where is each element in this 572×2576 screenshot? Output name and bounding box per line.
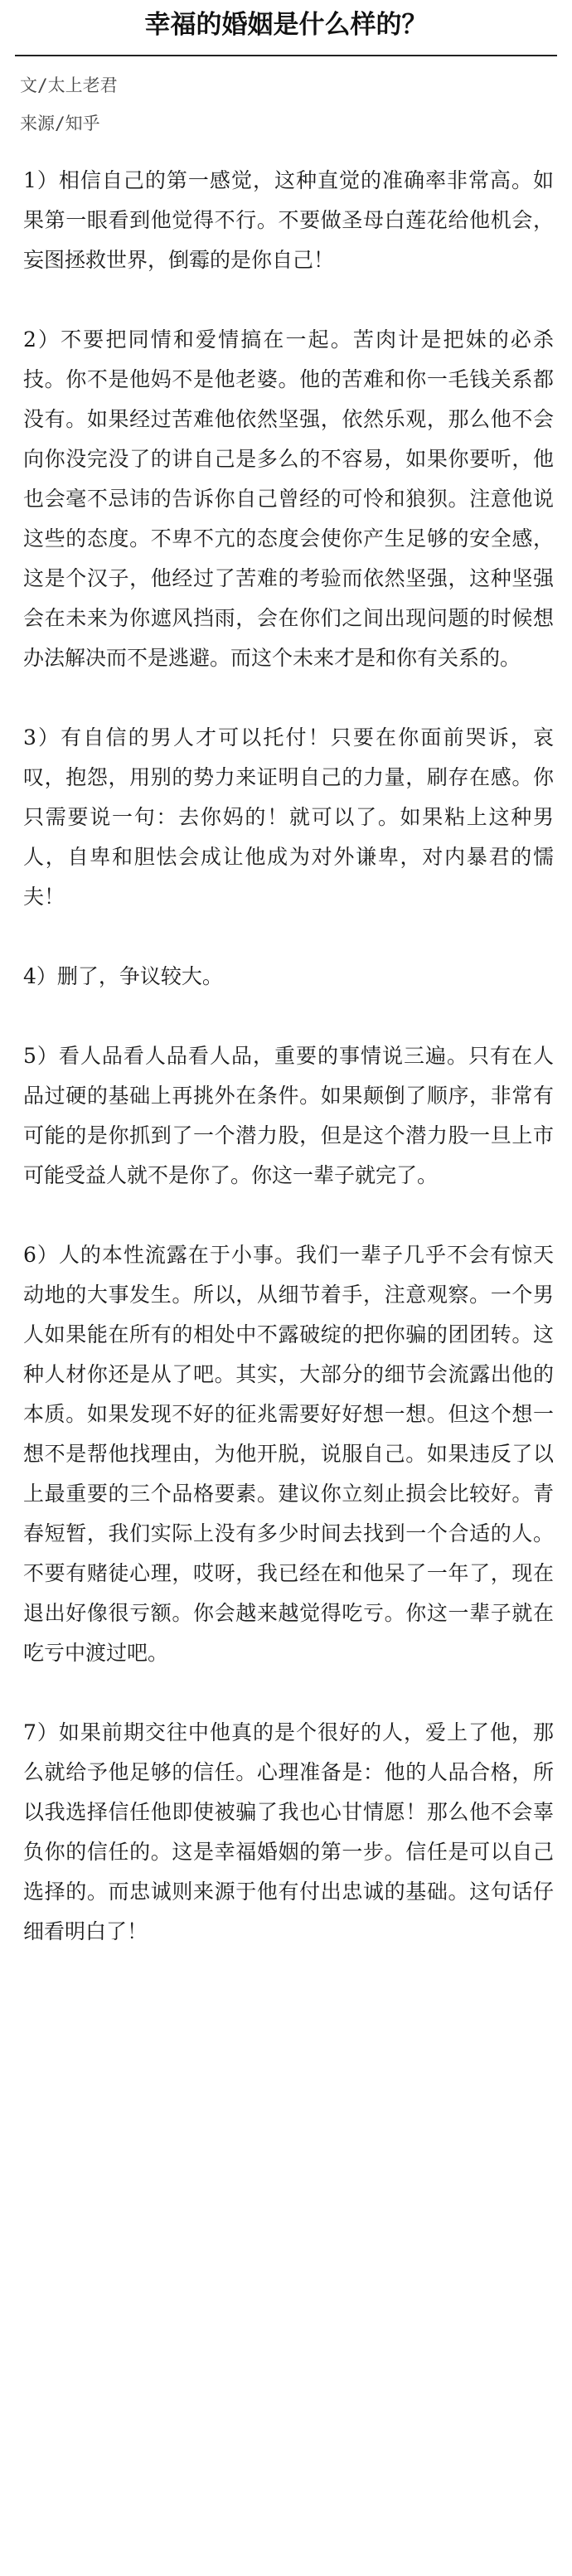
source-line: 来源/知乎 [20,114,100,133]
paragraph-6: 6）人的本性流露在于小事。我们一辈子几乎不会有惊天动地的大事发生。所以，从细节着手，注意观察。一个男人如果能在所有的相处中不露破绽的把你骗的团团转。这种人材你还是从了吧。其实，大部分的细节会流露出他的本质。如果发现不好的征兆需要好好想一想。但这个想一想不是帮他找理由，为他开脱，说服自己。如果违反了以上最重要的三个品格要素。建议你立刻止损会比较好。青春短暂，我们实际上没有多少时间去找到一个合适的人。不要有赌徒心理，哎呀，我已经在和他呆了一年了，现在退出好像很亏额。你会越来越觉得吃亏。你这一辈子就在吃亏中渡过吧。 [23,1243,554,1665]
paragraph-1: 1）相信自己的第一感觉，这种直觉的准确率非常高。如果第一眼看到他觉得不行。不要做圣母白莲花给他机会，妄图拯救世界，倒霉的是你自己！ [23,168,554,272]
paragraph-3: 3）有自信的男人才可以托付！只要在你面前哭诉，哀叹，抱怨，用别的势力来证明自己的力量，刷存在感。你只需要说一句：去你妈的！就可以了。如果粘上这种男人，自卑和胆怯会成让他成为对外谦卑，对内暴君的懦夫！ [23,725,554,909]
article-title: 幸福的婚姻是什么样的？ [144,10,428,40]
article-meta [0,56,572,143]
paragraph-5: 5）看人品看人品看人品，重要的事情说三遍。只有在人品过硬的基础上再挑外在条件。如果颠倒了顺序，非常有可能的是你抓到了一个潜力股，但是这个潜力股一旦上市可能受益人就不是你了。你这一辈子就完了。 [23,1044,554,1187]
article-body [0,143,572,1952]
paragraph-4: 4）删了，争议较大。 [23,964,223,988]
paragraph-7: 7）如果前期交往中他真的是个很好的人，爱上了他，那么就给予他足够的信任。心理准备是：他的人品合格，所以我选择信任他即使被骗了我也心甘情愿！那么他不会辜负你的信任的。这是幸福婚姻的第一步。信任是可以自己选择的。而忠诚则来源于他有付出忠诚的基础。这句话仔细看明白了！ [23,1720,554,1943]
paragraph-2: 2）不要把同情和爱情搞在一起。苦肉计是把妹的必杀技。你不是他妈不是他老婆。他的苦难和你一毛钱关系都没有。如果经过苦难他依然坚强，依然乐观，那么他不会向你没完没了的讲自己是多么的不容易，如果你要听，他也会毫不忌讳的告诉你自己曾经的可怜和狼狈。注意他说这些的态度。不卑不亢的态度会使你产生足够的安全感，这是个汉子，他经过了苦难的考验而依然坚强，这种坚强会在未来为你遮风挡雨，会在你们之间出现问题的时候想办法解决而不是逃避。而这个未来才是和你有关系的。 [23,327,554,670]
author-line: 文/太上老君 [20,75,118,95]
